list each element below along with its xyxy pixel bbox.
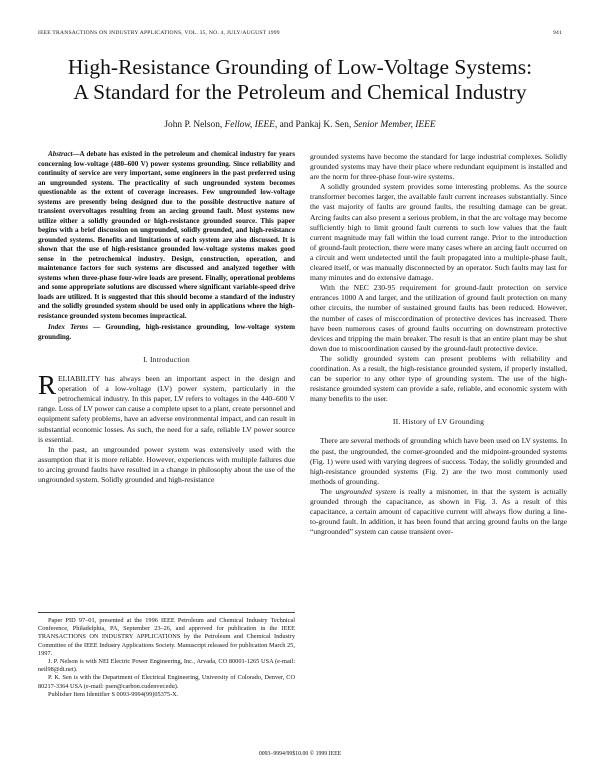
author-1-role: Fellow, IEEE, [224,120,278,130]
author-2-role: Senior Member, IEEE [353,120,436,130]
footnotes [38,612,295,699]
paper-title [20,55,580,105]
journal-citation: IEEE TRANSACTIONS ON INDUSTRY APPLICATIONS, VOL. 35, NO. 4, JULY/AUGUST 1999 [38,30,280,36]
right-paragraph-5: There are several methods of grounding which have been used on LV systems. In the past, the ungrounded, the corner-grounded and the midpoint-grounded systems (Fig. 1) were used with varying degrees of success. Today, the solidly grounded and high-resistance grounded systems (Fig. 2) are the two most commonly used methods of grounding. [310,436,567,486]
footnote-identifier: Publisher Item Identifier S 0093-9994(99)05375-X. [48,690,179,698]
copyright-footer: 0093–9994/99$10.00 © 1999 IEEE [258,751,342,757]
index-terms-text: Grounding, high-resistance grounding, low-voltage system grounding. [38,323,295,341]
abstract-text: A debate has existed in the petroleum and chemical industry for years concerning low-voltage (480–600 V) power systems grounding. Since reliability and continuity of service are very important, some engineers in the past preferred using an ungrounded system. The practicality of such ungrounded system becomes questionable as the extent of coverage increases. Few ungrounded low-voltage systems are presently being designed due to the possible destructive nature of transient overvoltages resulting from an arcing ground fault. Most systems now utilize either a solidly grounded or high-resistance grounded source. This paper begins with a brief discussion on ungrounded, solidly grounded, and high-resistance grounded systems. Benefits and limitations of each system are also discussed. It is shown that the use of high-resistance grounded low-voltage systems makes good sense in the petrochemical industry. Design, construction, operation, and maintenance factors for such systems are discussed and analyzed together with systems when three-phase four-wire loads are present. Finally, operational problems and some appropriate solutions are discussed where significant variable-speed drive loads are utilized. It is suggested that this should become a standard of the industry and the solidly grounded system should be used only in applications where the high-resistance grounded system becomes impractical. [38,150,295,320]
p6-rest: is really a misnomer, in that the system is actually grounded through the capacitance, as shown in Fig. 3. As a result of this capacitance, a certain amount of capacitive current will always flow during a line-to-ground fault. In addition, it has been found that arcing ground faults on the large “ungrounded” system can cause transient over- [310,486,567,537]
right-paragraph-4: The solidly grounded system can present problems with reliability and coordination. As a result, the high-resistance grounded system, if properly installed, can be superior to any other type of grounding system. The use of the high-resistance grounded system can provide a safe, reliable, and economic system with many benefits to the user. [310,353,567,404]
title-line-1: High-Resistance Grounding of Low-Voltage Systems: [67,55,533,79]
index-terms-label: Index Terms — [48,323,101,331]
author-2-name: Pankaj K. Sen, [295,120,352,130]
right-paragraph-2: A solidly grounded system provides some interesting problems. As the source transformer becomes larger, the available fault current increases substantially. Since the vast majority of faults are ground faults, the resulting damage can be great. Arcing faults can also present a serious problem, in that the arc voltage may become sufficiently high to limit ground fault currents to such low values that the fault current magnitude may fall within the load current range. Prior to the introduction of ground-fault protection, there were many cases where an arcing fault occurred on a circuit and went undetected until the fault propagated into a multiple-phase fault, cleared itself, or was manually disconnected by an operator. Such faults may last for many minutes and do extensive damage. [310,182,567,283]
right-paragraph-6 [310,487,567,537]
author-line [20,120,580,130]
right-paragraph-1: grounded systems have become the standard for large industrial complexes. Solidly grounded systems may have their place where redundant equipment is installed and are the norm for three-phase four-wire systems. [310,152,567,182]
index-terms [38,323,295,342]
author-conjunction: and [279,120,294,130]
author-1-name: John P. Nelson, [164,120,223,130]
p6-emphasis: ungrounded system [335,486,396,496]
section-heading-history: II. History of LV Grounding [392,417,485,427]
intro-paragraph-2: In the past, an ungrounded power system was extensively used with the assumption that it is more reliable. However, experiences with multiple failures due to arcing ground faults have resulted in a change in philosophy about the use of the ungrounded system. Solidly grounded and high-resistance [38,444,295,485]
footnote-manuscript: Paper PID 97–01, presented at the 1996 IEEE Petroleum and Chemical Industry Technical Conference, Philadelphia, PA, September 23–26, and approved for publication in the IEEE TRANSACTIONS ON INDUSTRY APPLICATIONS by the Petroleum and Chemical Industry Committee of the IEEE Industry Applications Society. Manuscript released for publication March 25, 1997. [38,617,295,657]
running-header [38,30,562,40]
abstract-label: Abstract— [48,150,80,158]
intro-paragraph-1-text: ELIABILITY has always been an important aspect in the design and operation of a low-voltage (LV) power system, particularly in the petrochemical industry. In this paper, LV refers to voltages in the 440–600 V range. Loss of LV power can cause a complete upset to a plant, create personnel and equipment safety problems, have an adverse environmental impact, and can result in substantial economic losses. As such, the need for a safe, reliable LV power source is essential. [38,374,295,444]
abstract [38,150,295,321]
title-line-2: A Standard for the Petroleum and Chemical Industry [73,80,527,104]
page-number: 941 [553,30,562,36]
footnote-author-2: P. K. Sen is with the Department of Electrical Engineering, University of Colorado, Denver, CO 80217-3364 USA (e-mail: psen@carbon.cudenver.edu). [38,674,295,690]
left-column [38,150,295,485]
footnote-author-1: J. P. Nelson is with NEI Electric Power Engineering, Inc., Arvada, CO 80001-1265 USA (e-mail: neil98@dt.net). [38,658,295,674]
p6-lead: The [320,486,332,496]
drop-cap: R [38,370,57,401]
section-heading-introduction: I. Introduction [143,355,190,364]
intro-paragraph-1 [38,370,295,445]
right-column [310,152,567,537]
right-paragraph-3: With the NEC 230-95 requirement for ground-fault protection on service entrances 1000 A and larger, and the utilization of ground fault protection on many other circuits, the number of sustained ground faults has been reduced. However, the number of cases of misccordination of protective devices has increased. There have been numerous cases of ground faults occurring on downstream protective devices and tripping the main breaker. The result is that an entire plant may be shut down due to miscoordination caused by the ground-fault protective device. [310,283,567,353]
